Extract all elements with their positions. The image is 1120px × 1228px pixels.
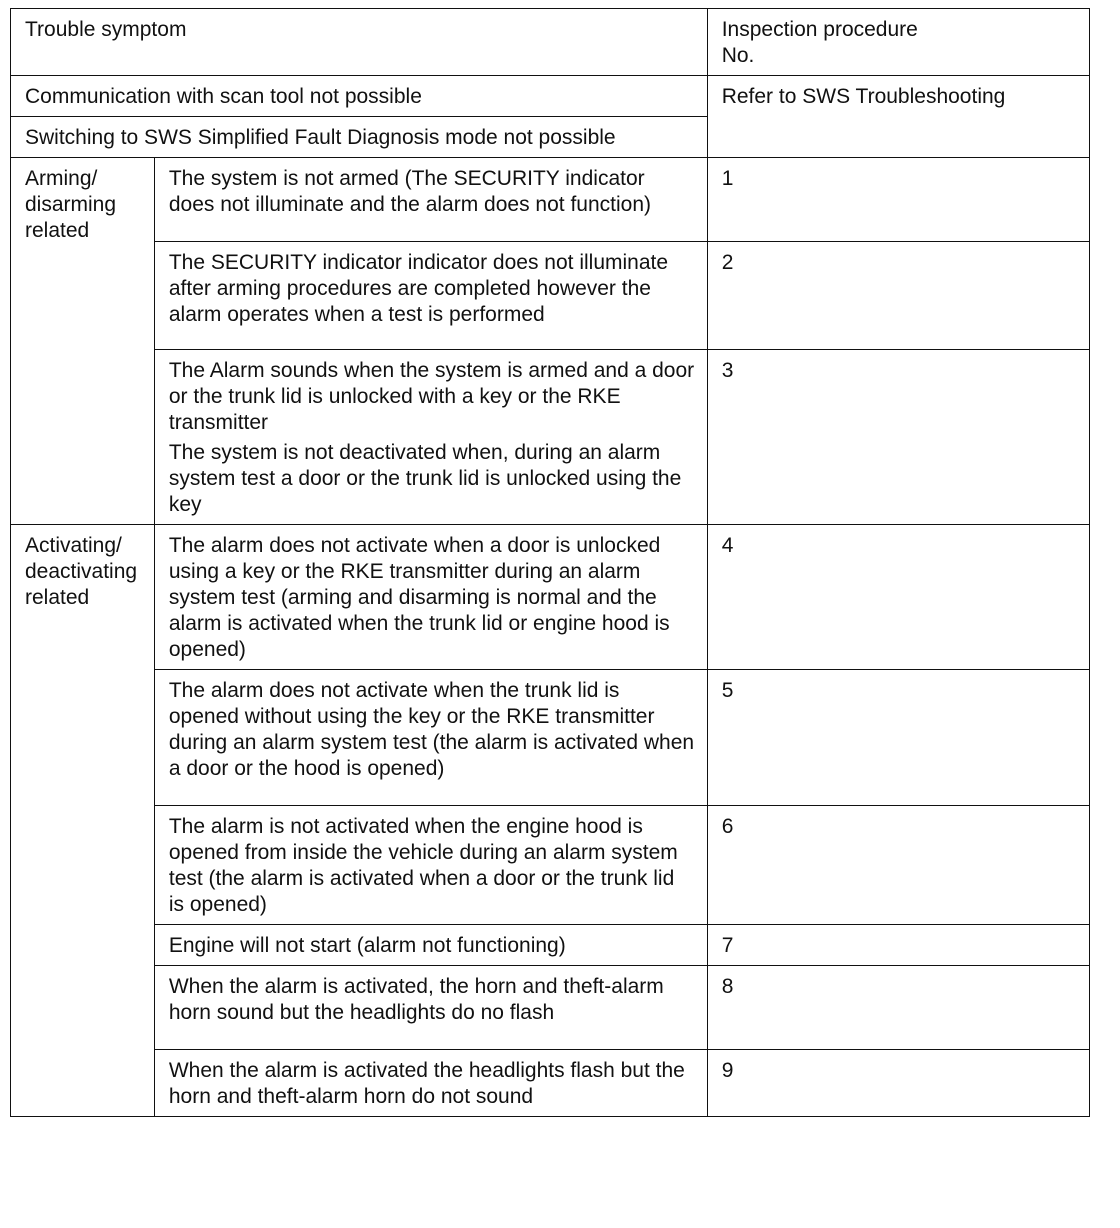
procedure-number-cell: 4 [707,525,1089,670]
trouble-symptom-table [10,8,1090,1117]
symptom-text: When the alarm is activated, the horn and theft-alarm horn sound but the headlights do no flash [168,975,664,1024]
procedure-number-cell: 1 [707,158,1089,242]
table-row [11,158,1090,242]
category-label-line: Activating/ [25,534,122,557]
symptom-cell [154,806,707,925]
symptom-text: The alarm is not activated when the engine hood is opened from inside the vehicle during an alarm system test (the alarm is activated when a door or the trunk lid is opened) [168,815,678,916]
table-header-row [11,9,1090,76]
procedure-reference-cell: Refer to SWS Troubleshooting [707,76,1089,158]
symptom-cell [154,1050,707,1117]
symptom-text: The SECURITY indicator indicator does not illuminate after arming procedures are completed however the alarm operates when a test is performed [168,251,669,326]
table-row [11,76,1090,117]
symptom-text: The alarm does not activate when a door is unlocked using a key or the RKE transmitter during an alarm system test (arming and disarming is normal and the alarm is activated when the trunk lid or engine hood is opened) [168,534,670,661]
symptom-cell [154,158,707,242]
symptom-text: The system is not armed (The SECURITY indicator does not illuminate and the alarm does not function) [168,167,651,216]
category-label-line: deactivating [25,560,138,583]
procedure-number-cell: 9 [707,1050,1089,1117]
table-row [11,242,1090,350]
inspection-procedure-header-line: No. [721,44,755,67]
symptom-cell [154,925,707,966]
symptom-cell [154,670,707,806]
category-label-line: disarming [25,193,117,216]
table-row [11,1050,1090,1117]
procedure-number-cell: 8 [707,966,1089,1050]
category-cell-arming [11,158,155,525]
symptom-text: Engine will not start (alarm not functioning) [168,934,566,957]
category-label-line: related [25,219,90,242]
category-cell-activating [11,525,155,1117]
table-row [11,350,1090,525]
procedure-number-cell: 3 [707,350,1089,525]
trouble-symptom-chart [10,8,1090,1117]
table-row [11,670,1090,806]
symptom-text: When the alarm is activated the headlights flash but the horn and theft-alarm horn do not sound [168,1059,685,1108]
symptom-text: The system is not deactivated when, during an alarm system test a door or the trunk lid is unlocked using the key [168,441,682,516]
table-row [11,806,1090,925]
symptom-cell [154,350,707,525]
table-row [11,966,1090,1050]
table-row [11,925,1090,966]
symptom-cell: Switching to SWS Simplified Fault Diagnosis mode not possible [11,117,708,158]
symptom-text: The Alarm sounds when the system is armed and a door or the trunk lid is unlocked with a key or the RKE transmitter [168,359,695,434]
procedure-number-cell: 7 [707,925,1089,966]
symptom-cell [154,525,707,670]
procedure-number-cell: 5 [707,670,1089,806]
symptom-text: The alarm does not activate when the trunk lid is opened without using the key or the RKE transmitter during an alarm system test (the alarm is activated when a door or the hood is opened) [168,679,695,780]
inspection-procedure-header-line: Inspection procedure [721,18,918,41]
procedure-number-cell: 6 [707,806,1089,925]
procedure-number-cell: 2 [707,242,1089,350]
inspection-procedure-header [707,9,1089,76]
symptom-cell [154,966,707,1050]
category-label-line: Arming/ [25,167,98,190]
trouble-symptom-header: Trouble symptom [11,9,708,76]
symptom-cell [154,242,707,350]
table-row [11,525,1090,670]
category-label-line: related [25,586,90,609]
symptom-cell: Communication with scan tool not possible [11,76,708,117]
